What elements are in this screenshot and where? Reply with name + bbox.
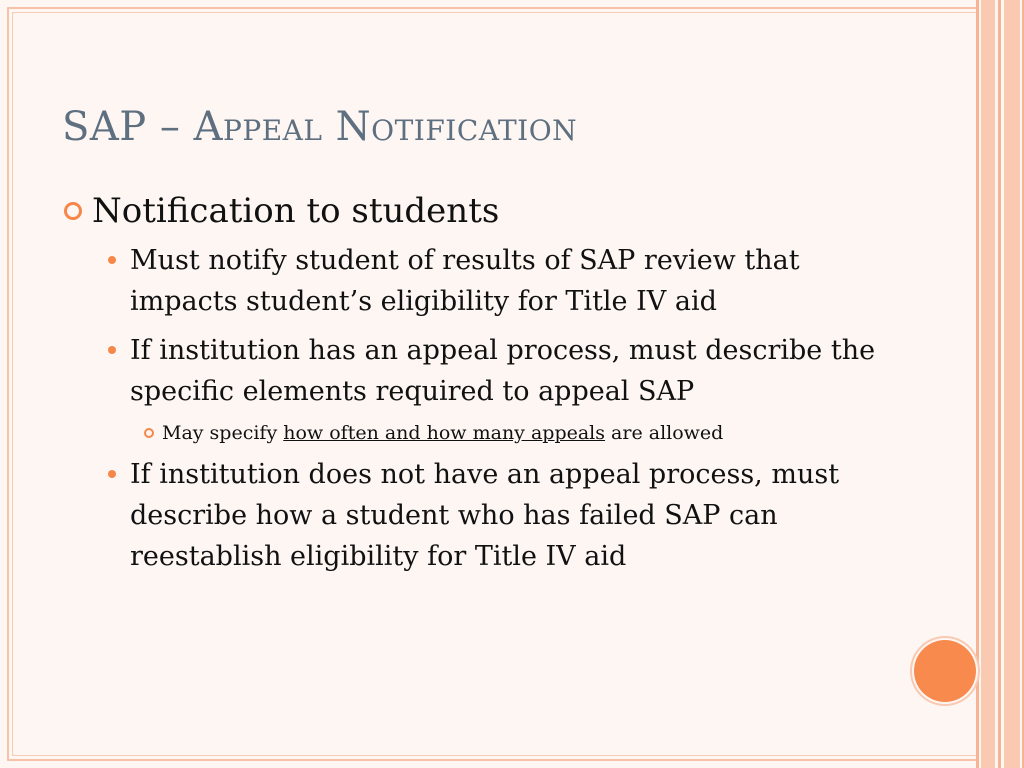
dot-bullet-icon [108,256,116,264]
dot-bullet-icon [108,470,116,478]
bullet-level2 [106,454,882,577]
sub-bullet-suffix: are allowed [605,422,724,444]
ring-bullet-icon [64,202,82,220]
decorative-circle-icon [914,640,976,702]
dot-bullet-icon [108,346,116,354]
sub-bullet-underlined: how often and how many appeals [283,422,606,444]
bullet-level2 [106,330,882,412]
bullet-level3 [144,420,882,446]
slide-body [62,190,882,585]
ring-bullet-small-icon [144,428,154,438]
bullet-text: Must notify student of results of SAP review that impacts student’s eligibility for Title IV aid [130,245,800,317]
bullet-level2 [106,240,882,322]
decorative-side-stripes [976,0,1024,768]
heading-text: Notification to students [92,191,500,231]
sub-bullet-text [162,420,723,446]
bullet-text: If institution has an appeal process, must describe the specific elements required to appeal SAP [130,335,876,407]
bullet-text: If institution does not have an appeal process, must describe how a student who has failed SAP can reestablish eligibility for Title IV aid [130,459,840,572]
slide-title: SAP – Appeal Notification [62,104,578,150]
sub-bullet-prefix: May specify [162,422,284,444]
bullet-level1 [62,190,882,232]
